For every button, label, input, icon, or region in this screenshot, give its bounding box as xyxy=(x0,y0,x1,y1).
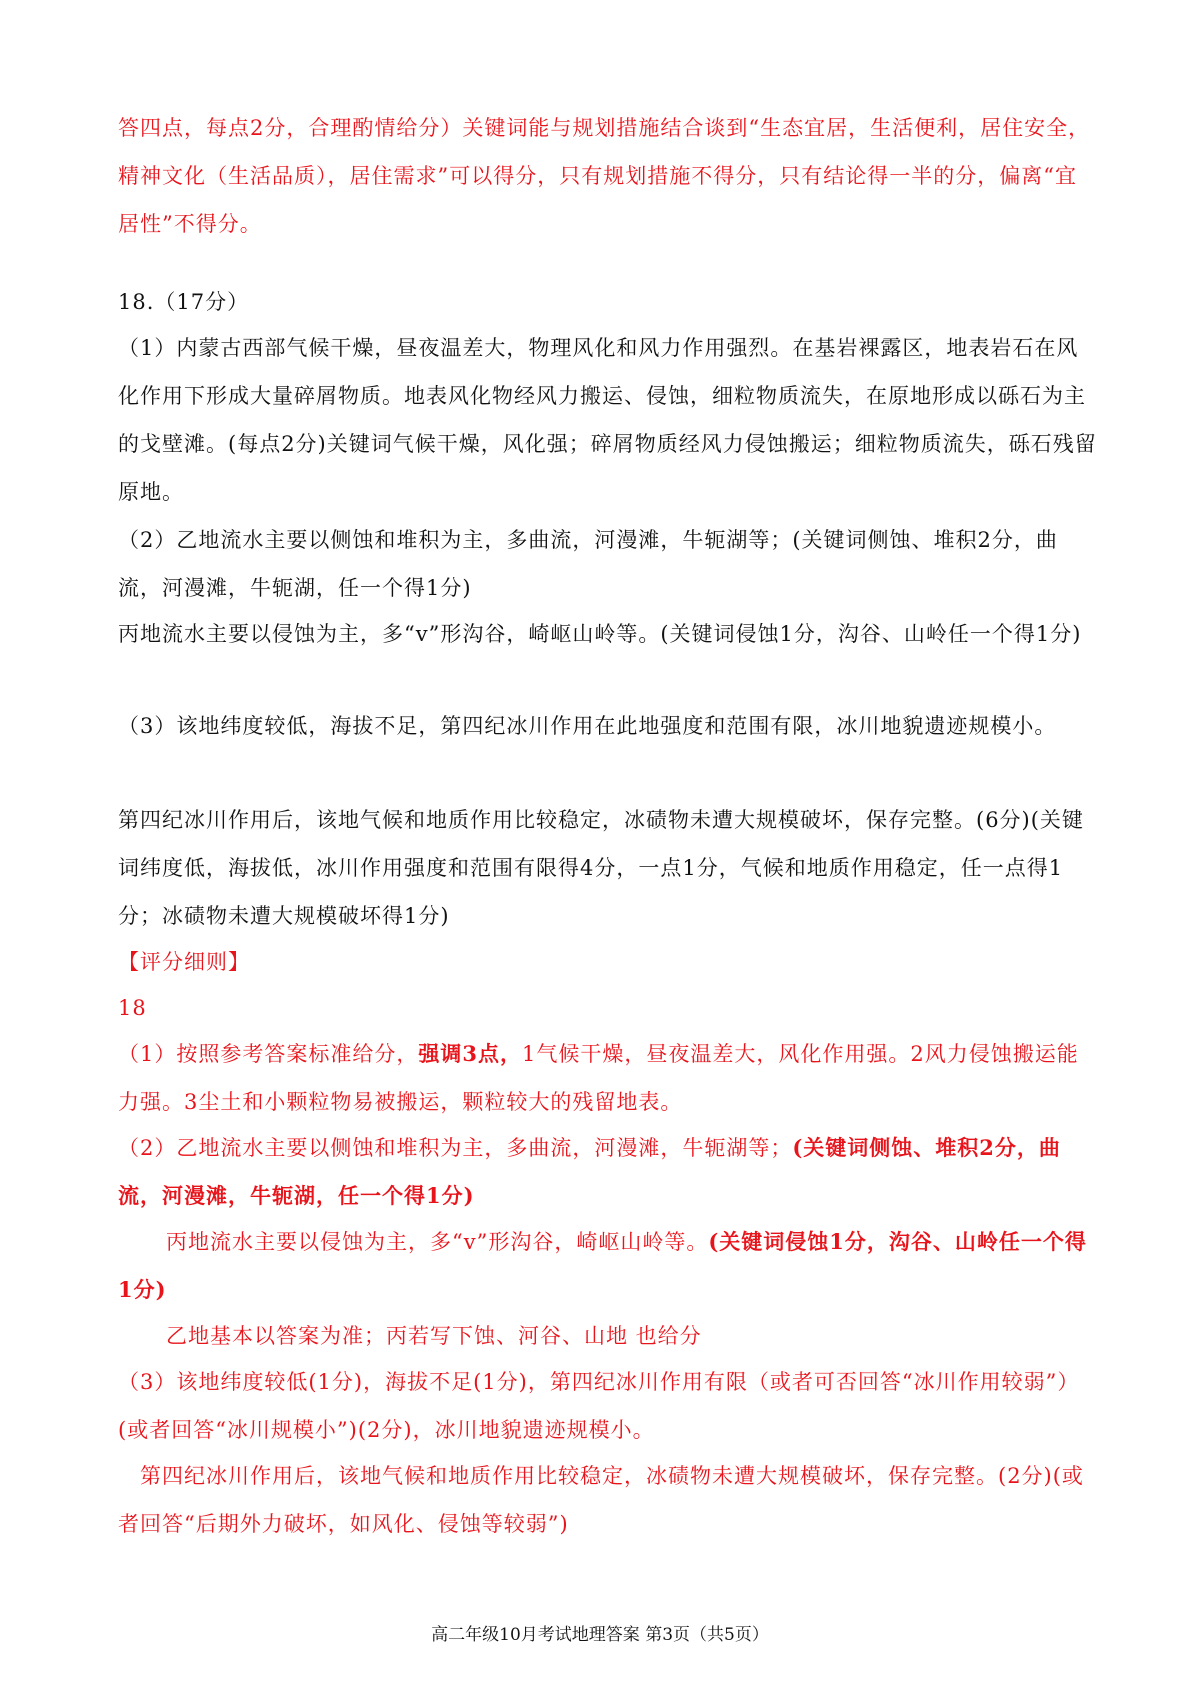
answer-18-part3: （3）该地纬度较低，海拔不足，第四纪冰川作用在此地强度和范围有限，冰川地貌遗迹规模小。 xyxy=(118,714,1057,738)
rubric-part2-yi-text: （2）乙地流水主要以侧蚀和堆积为主，多曲流，河漫滩，牛轭湖等； xyxy=(118,1136,793,1160)
rubric-part2-bing-text: 丙地流水主要以侵蚀为主，多“v”形沟谷，崎岖山岭等。 xyxy=(166,1230,709,1254)
answer-18-part3-b: 第四纪冰川作用后，该地气候和地质作用比较稳定，冰碛物未遭大规模破坏，保存完整。(6分)(关键词纬度低，海拔低，冰川作用强度和范围有限得4分，一点1分，气候和地质作用稳定，任一点得1分；冰碛物未遭大规模破坏得1分) xyxy=(118,808,1084,928)
question-18-heading: 18.（17分） xyxy=(118,290,250,314)
rubric-part2-yi-keywords: (关键词侧蚀、堆积2分，曲流，河漫滩，牛轭湖，任一个得1分) xyxy=(118,1135,1061,1208)
rubric-part2-bing-keywords: (关键词侵蚀1分，沟谷、山岭任一个得1分) xyxy=(118,1229,1087,1302)
rubric-part1 xyxy=(118,1030,1098,1126)
answer-18-part1: （1）内蒙古西部气候干燥，昼夜温差大，物理风化和风力作用强烈。在基岩裸露区，地表岩石在风化作用下形成大量碎屑物质。地表风化物经风力搬运、侵蚀，细粒物质流失，在原地形成以砾石为主的戈壁滩。(每点2分)关键词气候干燥，风化强；碎屑物质经风力侵蚀搬运；细粒物质流失，砾石残留原地。 xyxy=(118,336,1097,504)
rubric-part1-emphasis: 强调3点， xyxy=(418,1041,522,1066)
rubric-part3: （3）该地纬度较低(1分)，海拔不足(1分)，第四纪冰川作用有限（或者可否回答“冰川作用较弱”）(或者回答“冰川规模小”)(2分)，冰川地貌遗迹规模小。 xyxy=(118,1370,1080,1442)
answer-18-part2-yi: （2）乙地流水主要以侧蚀和堆积为主，多曲流，河漫滩，牛轭湖等；(关键词侧蚀、堆积2分，曲流，河漫滩，牛轭湖，任一个得1分) xyxy=(118,528,1058,600)
rubric-part2-note: 乙地基本以答案为准；丙若写下蚀、河谷、山地 也给分 xyxy=(166,1324,702,1348)
rubric-part3-b: 第四纪冰川作用后，该地气候和地质作用比较稳定，冰碛物未遭大规模破坏，保存完整。(2分)(或者回答“后期外力破坏，如风化、侵蚀等较弱”) xyxy=(118,1464,1084,1536)
intro-scoring-note: 答四点，每点2分，合理酌情给分）关键词能与规划措施结合谈到“生态宜居，生活便利，居住安全，精神文化（生活品质），居住需求”可以得分，只有规划措施不得分，只有结论得一半的分，偏离“宜居性”不得分。 xyxy=(118,116,1091,236)
rubric-number: 18 xyxy=(118,996,147,1020)
rubric-part2-bing xyxy=(118,1218,1098,1314)
rubric-part1-points: 1气候干燥，昼夜温差大，风化作用强。2风力侵蚀搬运能力强。3尘土和小颗粒物易被搬运，颗粒较大的残留地表。 xyxy=(118,1042,1079,1114)
page-footer: 高二年级10月考试地理答案 第3页（共5页） xyxy=(431,1625,769,1645)
rubric-title: 【评分细则】 xyxy=(118,950,250,974)
rubric-part2-yi xyxy=(118,1124,1098,1220)
rubric-part1-lead: （1）按照参考答案标准给分， xyxy=(118,1042,419,1066)
answer-18-part2-bing: 丙地流水主要以侵蚀为主，多“v”形沟谷，崎岖山岭等。(关键词侵蚀1分，沟谷、山岭任一个得1分) xyxy=(118,622,1082,646)
